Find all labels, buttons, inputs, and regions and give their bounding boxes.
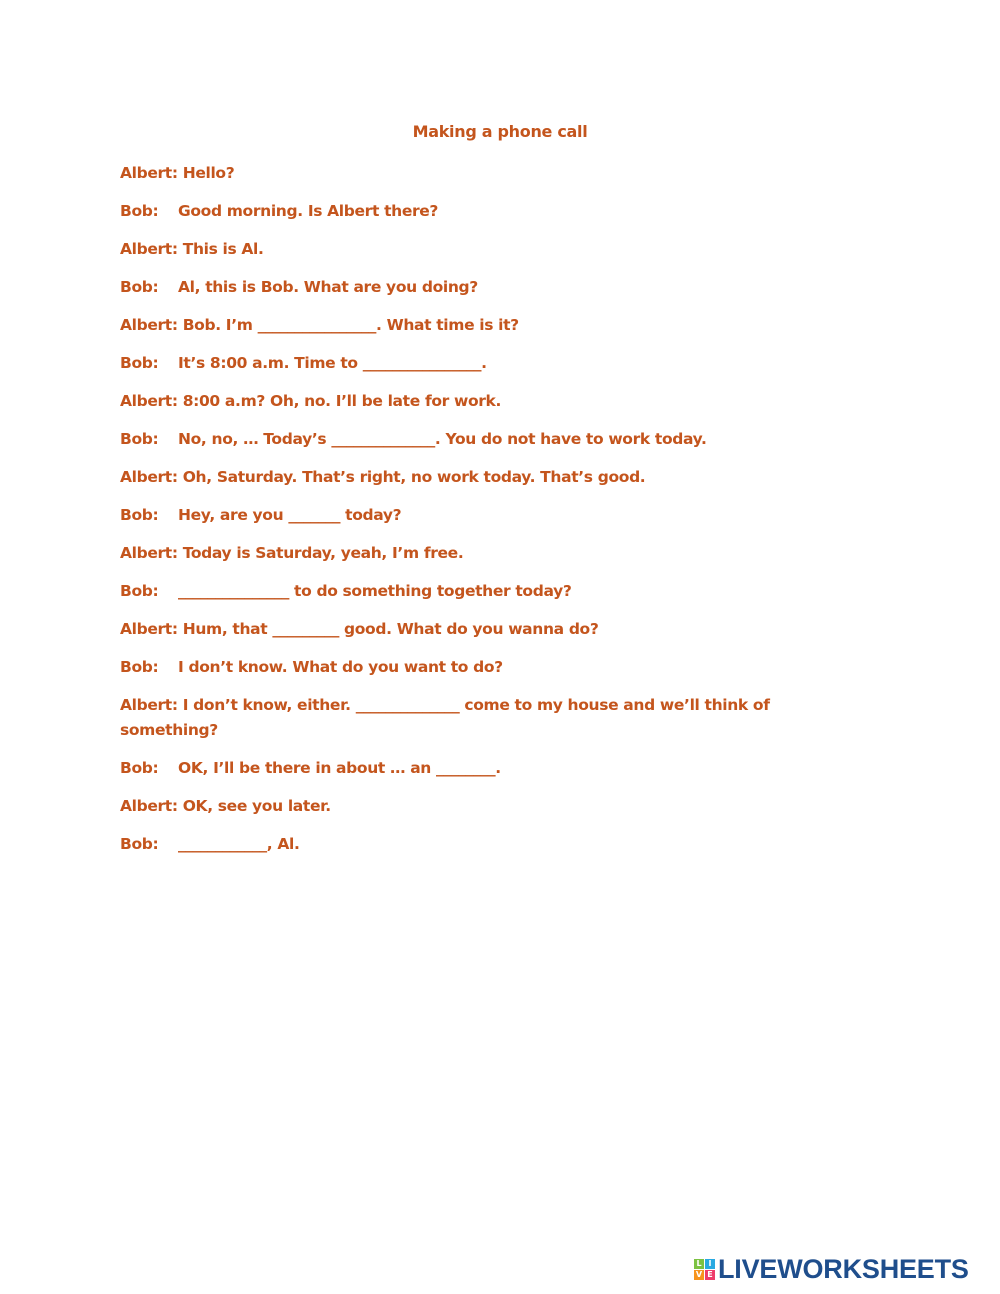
line-text: Today is Saturday, yeah, I’m free. <box>182 544 464 562</box>
liveworksheets-logo <box>694 1253 969 1285</box>
speaker-label: Albert: <box>120 797 178 815</box>
speaker-label: Bob: <box>120 582 159 600</box>
line-text: Good morning. Is Albert there? <box>178 202 439 220</box>
dialogue-line <box>120 275 840 300</box>
line-text: _______________ to do something together today? <box>178 582 572 600</box>
dialogue-line <box>120 351 840 376</box>
speaker-label: Albert: <box>120 316 178 334</box>
speaker-label: Albert: <box>120 164 178 182</box>
speaker-label: Bob: <box>120 835 159 853</box>
speaker-label: Bob: <box>120 506 159 524</box>
dialogue-line <box>120 655 840 680</box>
dialogue-line <box>120 503 840 528</box>
dialogue-line <box>120 617 840 642</box>
line-text: I don’t know, either. ______________ come to my house and we’ll think of something? <box>120 696 770 739</box>
speaker-label: Bob: <box>120 430 159 448</box>
speaker-label: Bob: <box>120 759 159 777</box>
dialogue-line <box>120 832 840 857</box>
speaker-label: Bob: <box>120 354 159 372</box>
dialogue-line <box>120 161 840 186</box>
speaker-label: Albert: <box>120 620 178 638</box>
dialogue-line <box>120 693 840 743</box>
dialogue <box>120 161 840 870</box>
dialogue-line <box>120 579 840 604</box>
logo-tile: E <box>705 1270 715 1280</box>
dialogue-line <box>120 794 840 819</box>
line-text: This is Al. <box>182 240 264 258</box>
line-text: Bob. I’m ________________. What time is it? <box>182 316 519 334</box>
line-text: OK, I’ll be there in about … an ________. <box>178 759 501 777</box>
line-text: Hum, that _________ good. What do you wanna do? <box>182 620 599 638</box>
dialogue-line <box>120 427 840 452</box>
line-text: Al, this is Bob. What are you doing? <box>178 278 478 296</box>
line-text: No, no, … Today’s ______________. You do not have to work today. <box>178 430 707 448</box>
line-text: It’s 8:00 a.m. Time to ________________. <box>178 354 487 372</box>
speaker-label: Albert: <box>120 468 178 486</box>
speaker-label: Albert: <box>120 240 178 258</box>
dialogue-line <box>120 199 840 224</box>
line-text: Hello? <box>182 164 235 182</box>
line-text: OK, see you later. <box>182 797 331 815</box>
logo-tile: V <box>695 1269 703 1279</box>
dialogue-line <box>120 313 840 338</box>
dialogue-line <box>120 541 840 566</box>
speaker-label: Albert: <box>120 696 178 714</box>
logo-mark-icon <box>694 1259 715 1280</box>
dialogue-line <box>120 389 840 414</box>
line-text: Oh, Saturday. That’s right, no work today. That’s good. <box>182 468 646 486</box>
line-text: I don’t know. What do you want to do? <box>178 658 503 676</box>
speaker-label: Bob: <box>120 278 159 296</box>
speaker-label: Bob: <box>120 658 159 676</box>
logo-tile: I <box>705 1259 715 1269</box>
dialogue-line <box>120 465 840 490</box>
line-text: 8:00 a.m? Oh, no. I’ll be late for work. <box>182 392 502 410</box>
speaker-label: Albert: <box>120 392 178 410</box>
line-text: ____________, Al. <box>178 835 300 853</box>
page-title: Making a phone call <box>412 122 588 141</box>
dialogue-line <box>120 756 840 781</box>
speaker-label: Albert: <box>120 544 178 562</box>
logo-tile: L <box>694 1259 704 1269</box>
line-text: Hey, are you _______ today? <box>178 506 402 524</box>
dialogue-line <box>120 237 840 262</box>
speaker-label: Bob: <box>120 202 159 220</box>
logo-text: LIVEWORKSHEETS <box>718 1253 969 1284</box>
